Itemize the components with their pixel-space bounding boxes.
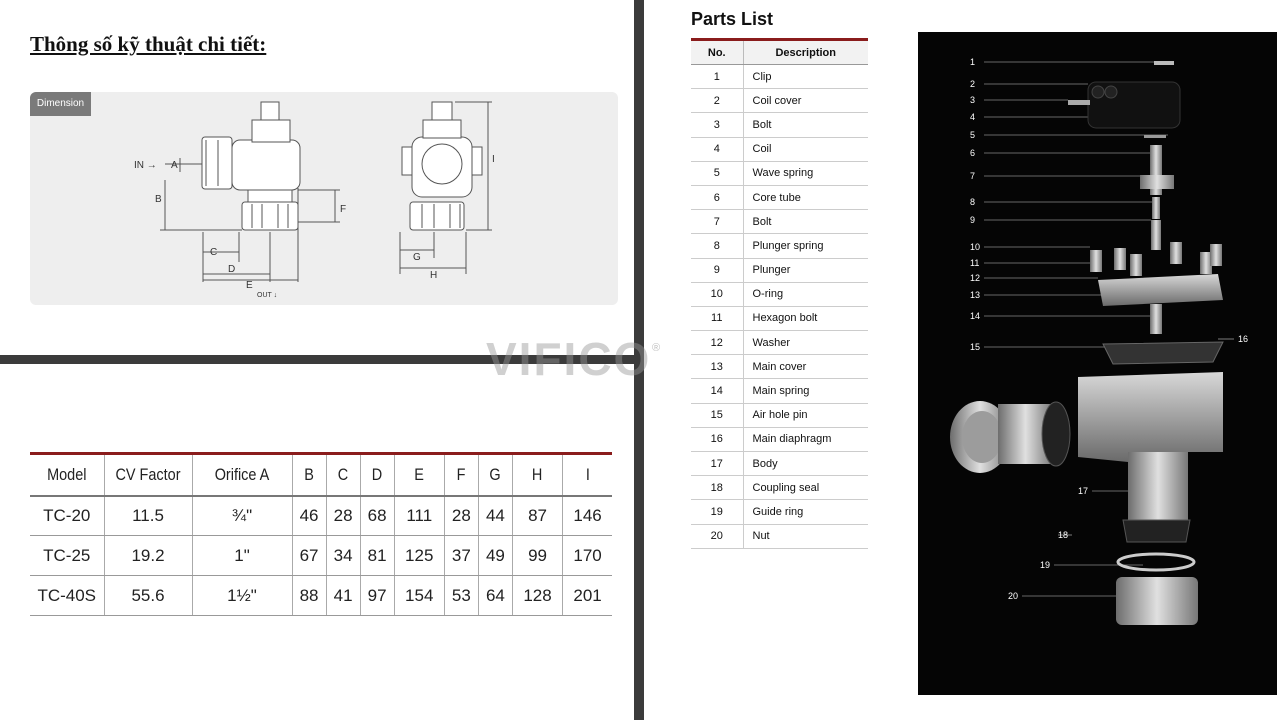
main-cover-part xyxy=(1098,274,1223,306)
parts-no: 19 xyxy=(691,500,743,524)
spec-header: Model xyxy=(36,454,99,496)
label-i: I xyxy=(492,154,495,165)
parts-description: Main cover xyxy=(743,355,868,379)
parts-row xyxy=(691,355,868,379)
spec-header: D xyxy=(363,454,392,496)
parts-description: Coil cover xyxy=(743,89,868,113)
parts-description: Main spring xyxy=(743,379,868,403)
part-number-label: 17 xyxy=(1078,486,1089,496)
nut-part xyxy=(1116,577,1198,625)
exploded-view-diagram xyxy=(918,32,1277,695)
exploded-view xyxy=(918,32,1277,695)
parts-description: Coupling seal xyxy=(743,476,868,500)
spec-header: B xyxy=(295,454,324,496)
parts-row xyxy=(691,476,868,500)
spec-cell: 55.6 xyxy=(104,576,192,616)
parts-row xyxy=(691,403,868,427)
parts-header-row xyxy=(691,40,868,65)
main-spring-part xyxy=(1150,304,1162,334)
dimension-drawing xyxy=(30,92,618,305)
parts-no: 14 xyxy=(691,379,743,403)
parts-row xyxy=(691,379,868,403)
part-number-label: 14 xyxy=(970,311,981,321)
spec-cell: 111 xyxy=(394,496,444,536)
parts-description: Air hole pin xyxy=(743,403,868,427)
part-number-label: 11 xyxy=(970,258,980,268)
part-number-label: 15 xyxy=(970,342,981,352)
parts-description: Nut xyxy=(743,524,868,548)
parts-description: Core tube xyxy=(743,185,868,209)
spec-cell: 68 xyxy=(360,496,394,536)
label-b: B xyxy=(155,194,162,205)
main-diaphragm-part xyxy=(1103,342,1223,364)
part-number-label: 12 xyxy=(970,273,981,283)
part-number-label: 9 xyxy=(970,215,976,225)
spec-cell: 97 xyxy=(360,576,394,616)
parts-header-description: Description xyxy=(743,40,868,65)
part-number-label: 2 xyxy=(970,79,976,89)
spec-cell: 49 xyxy=(478,536,512,576)
parts-no: 17 xyxy=(691,452,743,476)
parts-no: 4 xyxy=(691,137,743,161)
part-number-label: 18 xyxy=(1058,530,1069,540)
parts-no: 11 xyxy=(691,306,743,330)
spec-cell: 11.5 xyxy=(104,496,192,536)
parts-no: 8 xyxy=(691,234,743,258)
label-f: F xyxy=(340,204,347,215)
parts-description: Washer xyxy=(743,331,868,355)
part-number-label: 5 xyxy=(970,130,976,140)
spec-cell: 128 xyxy=(512,576,562,616)
parts-no: 6 xyxy=(691,185,743,209)
parts-row xyxy=(691,113,868,137)
part-number-label: 7 xyxy=(970,171,976,181)
spec-cell: 1" xyxy=(192,536,292,576)
parts-description: Plunger xyxy=(743,258,868,282)
spec-header: C xyxy=(329,454,358,496)
spec-cell: TC-25 xyxy=(30,536,104,576)
spec-cell: 28 xyxy=(444,496,478,536)
spec-cell: 44 xyxy=(478,496,512,536)
spec-cell: 81 xyxy=(360,536,394,576)
spec-header: E xyxy=(398,454,441,496)
parts-row xyxy=(691,65,868,89)
parts-row xyxy=(691,500,868,524)
parts-description: Plunger spring xyxy=(743,234,868,258)
label-c: C xyxy=(210,247,218,258)
label-g: G xyxy=(413,252,421,263)
parts-description: Wave spring xyxy=(743,161,868,185)
spec-cell: 19.2 xyxy=(104,536,192,576)
label-a: A xyxy=(171,160,178,171)
coupling-seal-part xyxy=(1123,520,1190,542)
parts-no: 16 xyxy=(691,427,743,451)
parts-no: 3 xyxy=(691,113,743,137)
parts-description: Bolt xyxy=(743,210,868,234)
spec-cell: 46 xyxy=(292,496,326,536)
parts-row xyxy=(691,137,868,161)
spec-header-row xyxy=(30,454,612,496)
spec-header: CV Factor xyxy=(111,454,186,496)
spec-cell: 67 xyxy=(292,536,326,576)
wave-spring-part xyxy=(1144,135,1166,138)
spec-header: F xyxy=(447,454,476,496)
parts-list-title: Parts List xyxy=(691,9,774,29)
parts-no: 1 xyxy=(691,65,743,89)
parts-description: Guide ring xyxy=(743,500,868,524)
spec-cell: 53 xyxy=(444,576,478,616)
spec-cell: 34 xyxy=(326,536,360,576)
spec-cell: 154 xyxy=(394,576,444,616)
parts-no: 7 xyxy=(691,210,743,234)
spec-cell: 41 xyxy=(326,576,360,616)
parts-row xyxy=(691,234,868,258)
parts-row xyxy=(691,524,868,548)
part-number-label: 6 xyxy=(970,148,976,158)
spec-header: H xyxy=(516,454,559,496)
parts-body xyxy=(691,65,868,549)
parts-description: O-ring xyxy=(743,282,868,306)
parts-no: 20 xyxy=(691,524,743,548)
spec-header: I xyxy=(566,454,608,496)
dimension-tag: Dimension xyxy=(30,92,91,116)
parts-row xyxy=(691,427,868,451)
part-number-label: 19 xyxy=(1040,560,1051,570)
parts-row xyxy=(691,452,868,476)
label-out: OUT ↓ xyxy=(257,292,278,299)
parts-no: 2 xyxy=(691,89,743,113)
part-number-label: 10 xyxy=(970,242,981,252)
watermark-registered: ® xyxy=(652,342,661,354)
part-number-label: 13 xyxy=(970,290,981,300)
parts-no: 18 xyxy=(691,476,743,500)
spec-header: Orifice A xyxy=(200,454,285,496)
page-title: Thông số kỹ thuật chi tiết: xyxy=(30,32,267,56)
spec-cell: 99 xyxy=(512,536,562,576)
spec-cell: 88 xyxy=(292,576,326,616)
part-number-label: 4 xyxy=(970,112,976,122)
spec-cell: 201 xyxy=(563,576,612,616)
parts-row xyxy=(691,282,868,306)
spec-cell: ¾" xyxy=(192,496,292,536)
spec-header: G xyxy=(481,454,510,496)
parts-description: Coil xyxy=(743,137,868,161)
spec-cell: 146 xyxy=(563,496,612,536)
spec-cell: 87 xyxy=(512,496,562,536)
spec-row xyxy=(30,576,612,616)
parts-no: 12 xyxy=(691,331,743,355)
label-in: IN → xyxy=(134,160,157,171)
parts-no: 10 xyxy=(691,282,743,306)
body-part xyxy=(1078,372,1223,462)
watermark: VIFICO xyxy=(486,333,652,385)
part-number-label: 1 xyxy=(970,57,976,67)
spec-cell: TC-40S xyxy=(30,576,104,616)
parts-table xyxy=(691,38,868,549)
spec-cell: 1½" xyxy=(192,576,292,616)
parts-row xyxy=(691,161,868,185)
plunger-spring-part xyxy=(1152,197,1160,219)
parts-header-no: No. xyxy=(691,40,743,65)
parts-description: Hexagon bolt xyxy=(743,306,868,330)
parts-row xyxy=(691,258,868,282)
parts-description: Main diaphragm xyxy=(743,427,868,451)
spec-cell: 170 xyxy=(563,536,612,576)
parts-description: Body xyxy=(743,452,868,476)
parts-no: 5 xyxy=(691,161,743,185)
part-number-label: 3 xyxy=(970,95,976,105)
spec-cell: 28 xyxy=(326,496,360,536)
parts-row xyxy=(691,306,868,330)
label-d: D xyxy=(228,264,236,275)
clip-part xyxy=(1154,61,1174,65)
parts-description: Clip xyxy=(743,65,868,89)
spec-table xyxy=(30,452,612,616)
part-number-label: 8 xyxy=(970,197,976,207)
spec-row xyxy=(30,536,612,576)
parts-no: 13 xyxy=(691,355,743,379)
guide-ring-part xyxy=(1118,554,1194,570)
valve-dimension-diagram xyxy=(30,92,618,305)
parts-row xyxy=(691,185,868,209)
part-number-label: 16 xyxy=(1238,334,1249,344)
label-h: H xyxy=(430,270,438,281)
part-number-label: 20 xyxy=(1008,591,1019,601)
label-e: E xyxy=(246,280,253,291)
parts-row xyxy=(691,89,868,113)
spec-cell: 125 xyxy=(394,536,444,576)
parts-no: 15 xyxy=(691,403,743,427)
parts-row xyxy=(691,331,868,355)
spec-cell: TC-20 xyxy=(30,496,104,536)
plunger-part xyxy=(1151,220,1161,250)
parts-row xyxy=(691,210,868,234)
spec-row xyxy=(30,496,612,536)
parts-no: 9 xyxy=(691,258,743,282)
spec-cell: 64 xyxy=(478,576,512,616)
parts-description: Bolt xyxy=(743,113,868,137)
spec-cell: 37 xyxy=(444,536,478,576)
